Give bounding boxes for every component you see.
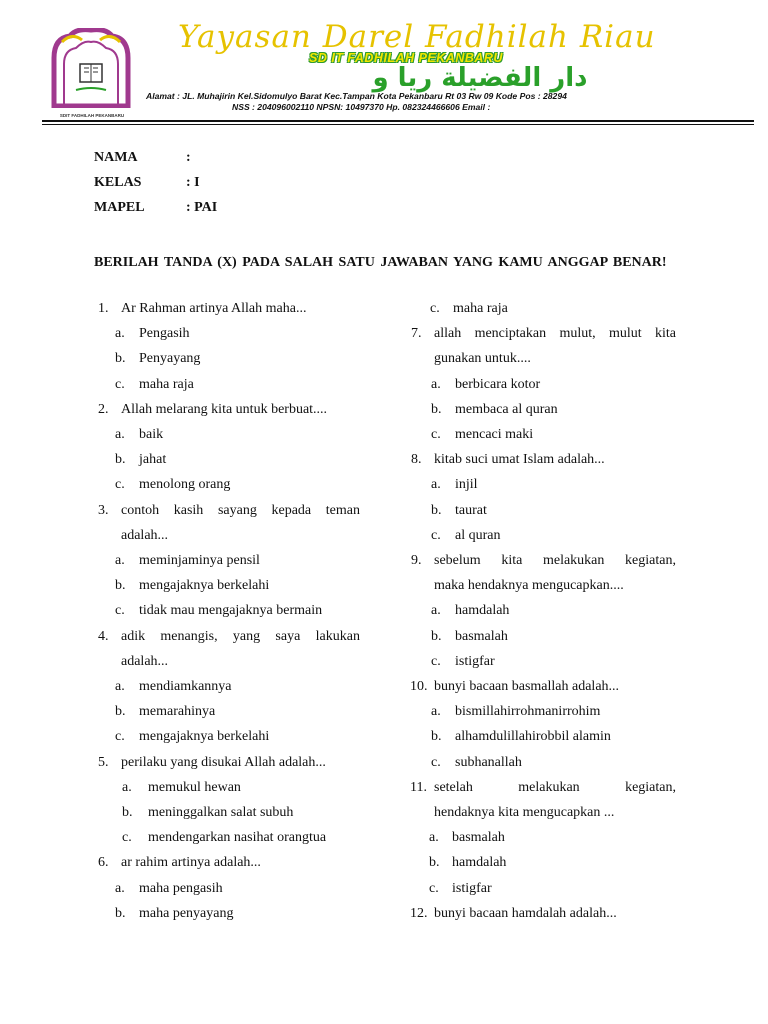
item-text: bunyi bacaan hamdalah adalah... bbox=[434, 905, 617, 921]
item-word: sayang bbox=[217, 502, 257, 518]
item-text bbox=[121, 628, 360, 646]
item-number: 8. bbox=[411, 452, 422, 468]
item-text: hamdalah bbox=[452, 855, 507, 871]
item-number: a. bbox=[115, 880, 125, 896]
item-text: memarahinya bbox=[139, 704, 216, 720]
identity-value: : bbox=[186, 150, 191, 165]
item-number: a. bbox=[431, 477, 441, 493]
item-text: injil bbox=[455, 477, 478, 493]
item-text: al quran bbox=[455, 527, 501, 543]
item-number: 11. bbox=[410, 779, 427, 795]
item-text: adalah... bbox=[121, 527, 169, 543]
item-number: c. bbox=[115, 729, 125, 745]
item-number: b. bbox=[431, 502, 442, 518]
item-number: c. bbox=[122, 830, 132, 846]
item-text: meninggalkan salat subuh bbox=[148, 805, 294, 820]
item-word: teman bbox=[325, 502, 360, 518]
item-text: subhanallah bbox=[455, 754, 522, 770]
identity-label: NAMA bbox=[94, 150, 138, 165]
item-text: mencaci maki bbox=[455, 427, 534, 442]
item-number: b. bbox=[115, 578, 126, 594]
item-number: a. bbox=[115, 553, 125, 568]
school-logo bbox=[46, 28, 136, 122]
identity-value: : PAI bbox=[186, 200, 218, 215]
item-text: Pengasih bbox=[139, 326, 190, 342]
item-number: c. bbox=[430, 301, 440, 316]
identity-nama bbox=[94, 150, 191, 166]
item-text: maha pengasih bbox=[139, 880, 223, 896]
item-text: Ar Rahman artinya Allah maha... bbox=[121, 301, 307, 316]
item-text: adalah... bbox=[121, 653, 169, 669]
item-number: 5. bbox=[98, 754, 109, 770]
item-number: a. bbox=[429, 830, 439, 846]
item-text bbox=[434, 325, 676, 343]
item-number: b. bbox=[431, 401, 442, 417]
header-rule bbox=[42, 120, 754, 122]
item-number: 6. bbox=[98, 855, 109, 871]
item-word: kasih bbox=[173, 502, 204, 518]
item-word: kegiatan, bbox=[625, 779, 676, 795]
item-number: a. bbox=[115, 427, 125, 442]
item-number: b. bbox=[115, 351, 126, 367]
instruction: BERILAH TANDA (X) PADA SALAH SATU JAWABAN YANG KAMU ANGGAP BENAR! bbox=[94, 255, 667, 270]
item-text: mengajaknya berkelahi bbox=[139, 729, 270, 745]
item-text: kitab suci umat Islam adalah... bbox=[434, 452, 605, 468]
item-text bbox=[434, 552, 676, 570]
item-word: menciptakan bbox=[474, 326, 547, 342]
identity-kelas bbox=[94, 175, 200, 191]
item-text: maha raja bbox=[453, 301, 508, 316]
item-number: a. bbox=[115, 679, 125, 694]
item-number: c. bbox=[431, 427, 441, 442]
item-number: b. bbox=[115, 905, 126, 921]
item-text: istigfar bbox=[452, 880, 492, 896]
item-number: 10. bbox=[410, 679, 428, 694]
item-number: a. bbox=[122, 779, 132, 795]
item-number: c. bbox=[115, 477, 125, 493]
item-text: mendengarkan nasihat orangtua bbox=[148, 830, 327, 846]
item-number: b. bbox=[429, 855, 440, 871]
item-word: melakukan bbox=[542, 553, 605, 568]
item-number: 3. bbox=[98, 502, 109, 518]
item-number: b. bbox=[115, 452, 126, 468]
item-text: baik bbox=[139, 427, 164, 442]
address-line: Alamat : JL. Muhajirin Kel.Sidomulyo Barat Kec.Tampan Kota Pekanbaru Rt 03 Rw 09 Kode Pos : 28294 bbox=[146, 91, 567, 101]
item-word: kita bbox=[501, 553, 523, 568]
item-text: bismillahirrohmanirrohim bbox=[455, 704, 601, 720]
item-text: bunyi bacaan basmallah adalah... bbox=[434, 679, 620, 694]
item-text: tidak mau mengajaknya bermain bbox=[139, 603, 323, 619]
item-text: ar rahim artinya adalah... bbox=[121, 855, 261, 871]
identity-label: MAPEL bbox=[94, 200, 145, 215]
item-text: maka hendaknya mengucapkan.... bbox=[434, 578, 624, 594]
item-text: hamdalah bbox=[455, 603, 510, 619]
item-word: kegiatan, bbox=[625, 553, 676, 568]
foundation-name: Yayasan Darel Fadhilah Riau bbox=[178, 19, 656, 55]
item-word: menangis, bbox=[160, 628, 218, 644]
item-text: memukul hewan bbox=[148, 779, 241, 795]
item-word: adik bbox=[121, 628, 146, 644]
school-address bbox=[146, 91, 676, 113]
item-text: jahat bbox=[139, 452, 167, 468]
item-word: yang bbox=[232, 628, 261, 644]
item-number: 4. bbox=[98, 628, 109, 644]
item-number: a. bbox=[115, 326, 125, 342]
contact-line: NSS : 204096002110 NPSN: 10497370 Hp. 082324466606 Email : bbox=[232, 102, 491, 112]
item-word: saya bbox=[275, 628, 301, 644]
item-text bbox=[434, 779, 676, 797]
item-number: 1. bbox=[98, 301, 109, 316]
item-word: melakukan bbox=[518, 779, 580, 795]
item-number: b. bbox=[122, 805, 133, 820]
item-text: basmalah bbox=[455, 628, 508, 644]
item-number: b. bbox=[115, 704, 126, 720]
school-name: SD IT FADHILAH PEKANBARU bbox=[309, 51, 503, 65]
identity-value: : I bbox=[186, 175, 200, 190]
item-number: c. bbox=[431, 754, 441, 770]
item-text: maha penyayang bbox=[139, 905, 234, 921]
header-rule-thin bbox=[42, 124, 754, 125]
item-number: 2. bbox=[98, 401, 109, 417]
item-word: allah bbox=[434, 326, 462, 342]
item-word: mulut bbox=[608, 326, 642, 342]
item-number: a. bbox=[431, 704, 441, 720]
item-number: b. bbox=[431, 729, 442, 745]
item-text: membaca al quran bbox=[455, 401, 558, 417]
item-word: lakukan bbox=[315, 628, 360, 644]
item-text: berbicara kotor bbox=[455, 376, 541, 392]
item-text: taurat bbox=[455, 502, 487, 518]
item-word: contoh bbox=[121, 502, 160, 518]
item-number: c. bbox=[115, 376, 125, 392]
item-number: 9. bbox=[411, 553, 422, 568]
item-text: basmalah bbox=[452, 830, 505, 846]
item-number: c. bbox=[431, 527, 441, 543]
arabic-name: دار الفضيلة ريا و bbox=[372, 63, 588, 93]
item-word: setelah bbox=[434, 779, 473, 795]
item-word: kepada bbox=[271, 502, 312, 518]
logo-caption: SDIT FADHILAH PEKANBARU bbox=[59, 113, 125, 118]
item-text: hendaknya kita mengucapkan ... bbox=[434, 805, 615, 820]
item-text: Allah melarang kita untuk berbuat.... bbox=[121, 401, 328, 417]
identity-label: KELAS bbox=[94, 175, 142, 190]
item-text: alhamdulillahirobbil alamin bbox=[455, 729, 611, 745]
item-number: c. bbox=[429, 880, 439, 896]
item-number: c. bbox=[431, 653, 441, 669]
item-text: Penyayang bbox=[139, 351, 201, 367]
item-number: b. bbox=[431, 628, 442, 644]
item-text: istigfar bbox=[455, 653, 495, 669]
item-number: 7. bbox=[411, 326, 422, 342]
item-word: sebelum bbox=[434, 553, 481, 568]
item-text bbox=[121, 502, 360, 520]
item-text: perilaku yang disukai Allah adalah... bbox=[121, 754, 326, 770]
item-word: mulut, bbox=[559, 326, 596, 342]
item-text: gunakan untuk.... bbox=[434, 351, 531, 367]
item-text: meminjaminya pensil bbox=[139, 553, 260, 568]
item-text: menolong orang bbox=[139, 477, 231, 493]
item-number: c. bbox=[115, 603, 125, 619]
item-number: a. bbox=[431, 376, 441, 392]
item-word: kita bbox=[654, 326, 676, 342]
item-text: mendiamkannya bbox=[139, 679, 232, 694]
item-text: maha raja bbox=[139, 376, 194, 392]
item-text: mengajaknya berkelahi bbox=[139, 578, 270, 594]
identity-mapel bbox=[94, 200, 217, 216]
item-number: a. bbox=[431, 603, 441, 619]
item-number: 12. bbox=[410, 905, 428, 921]
